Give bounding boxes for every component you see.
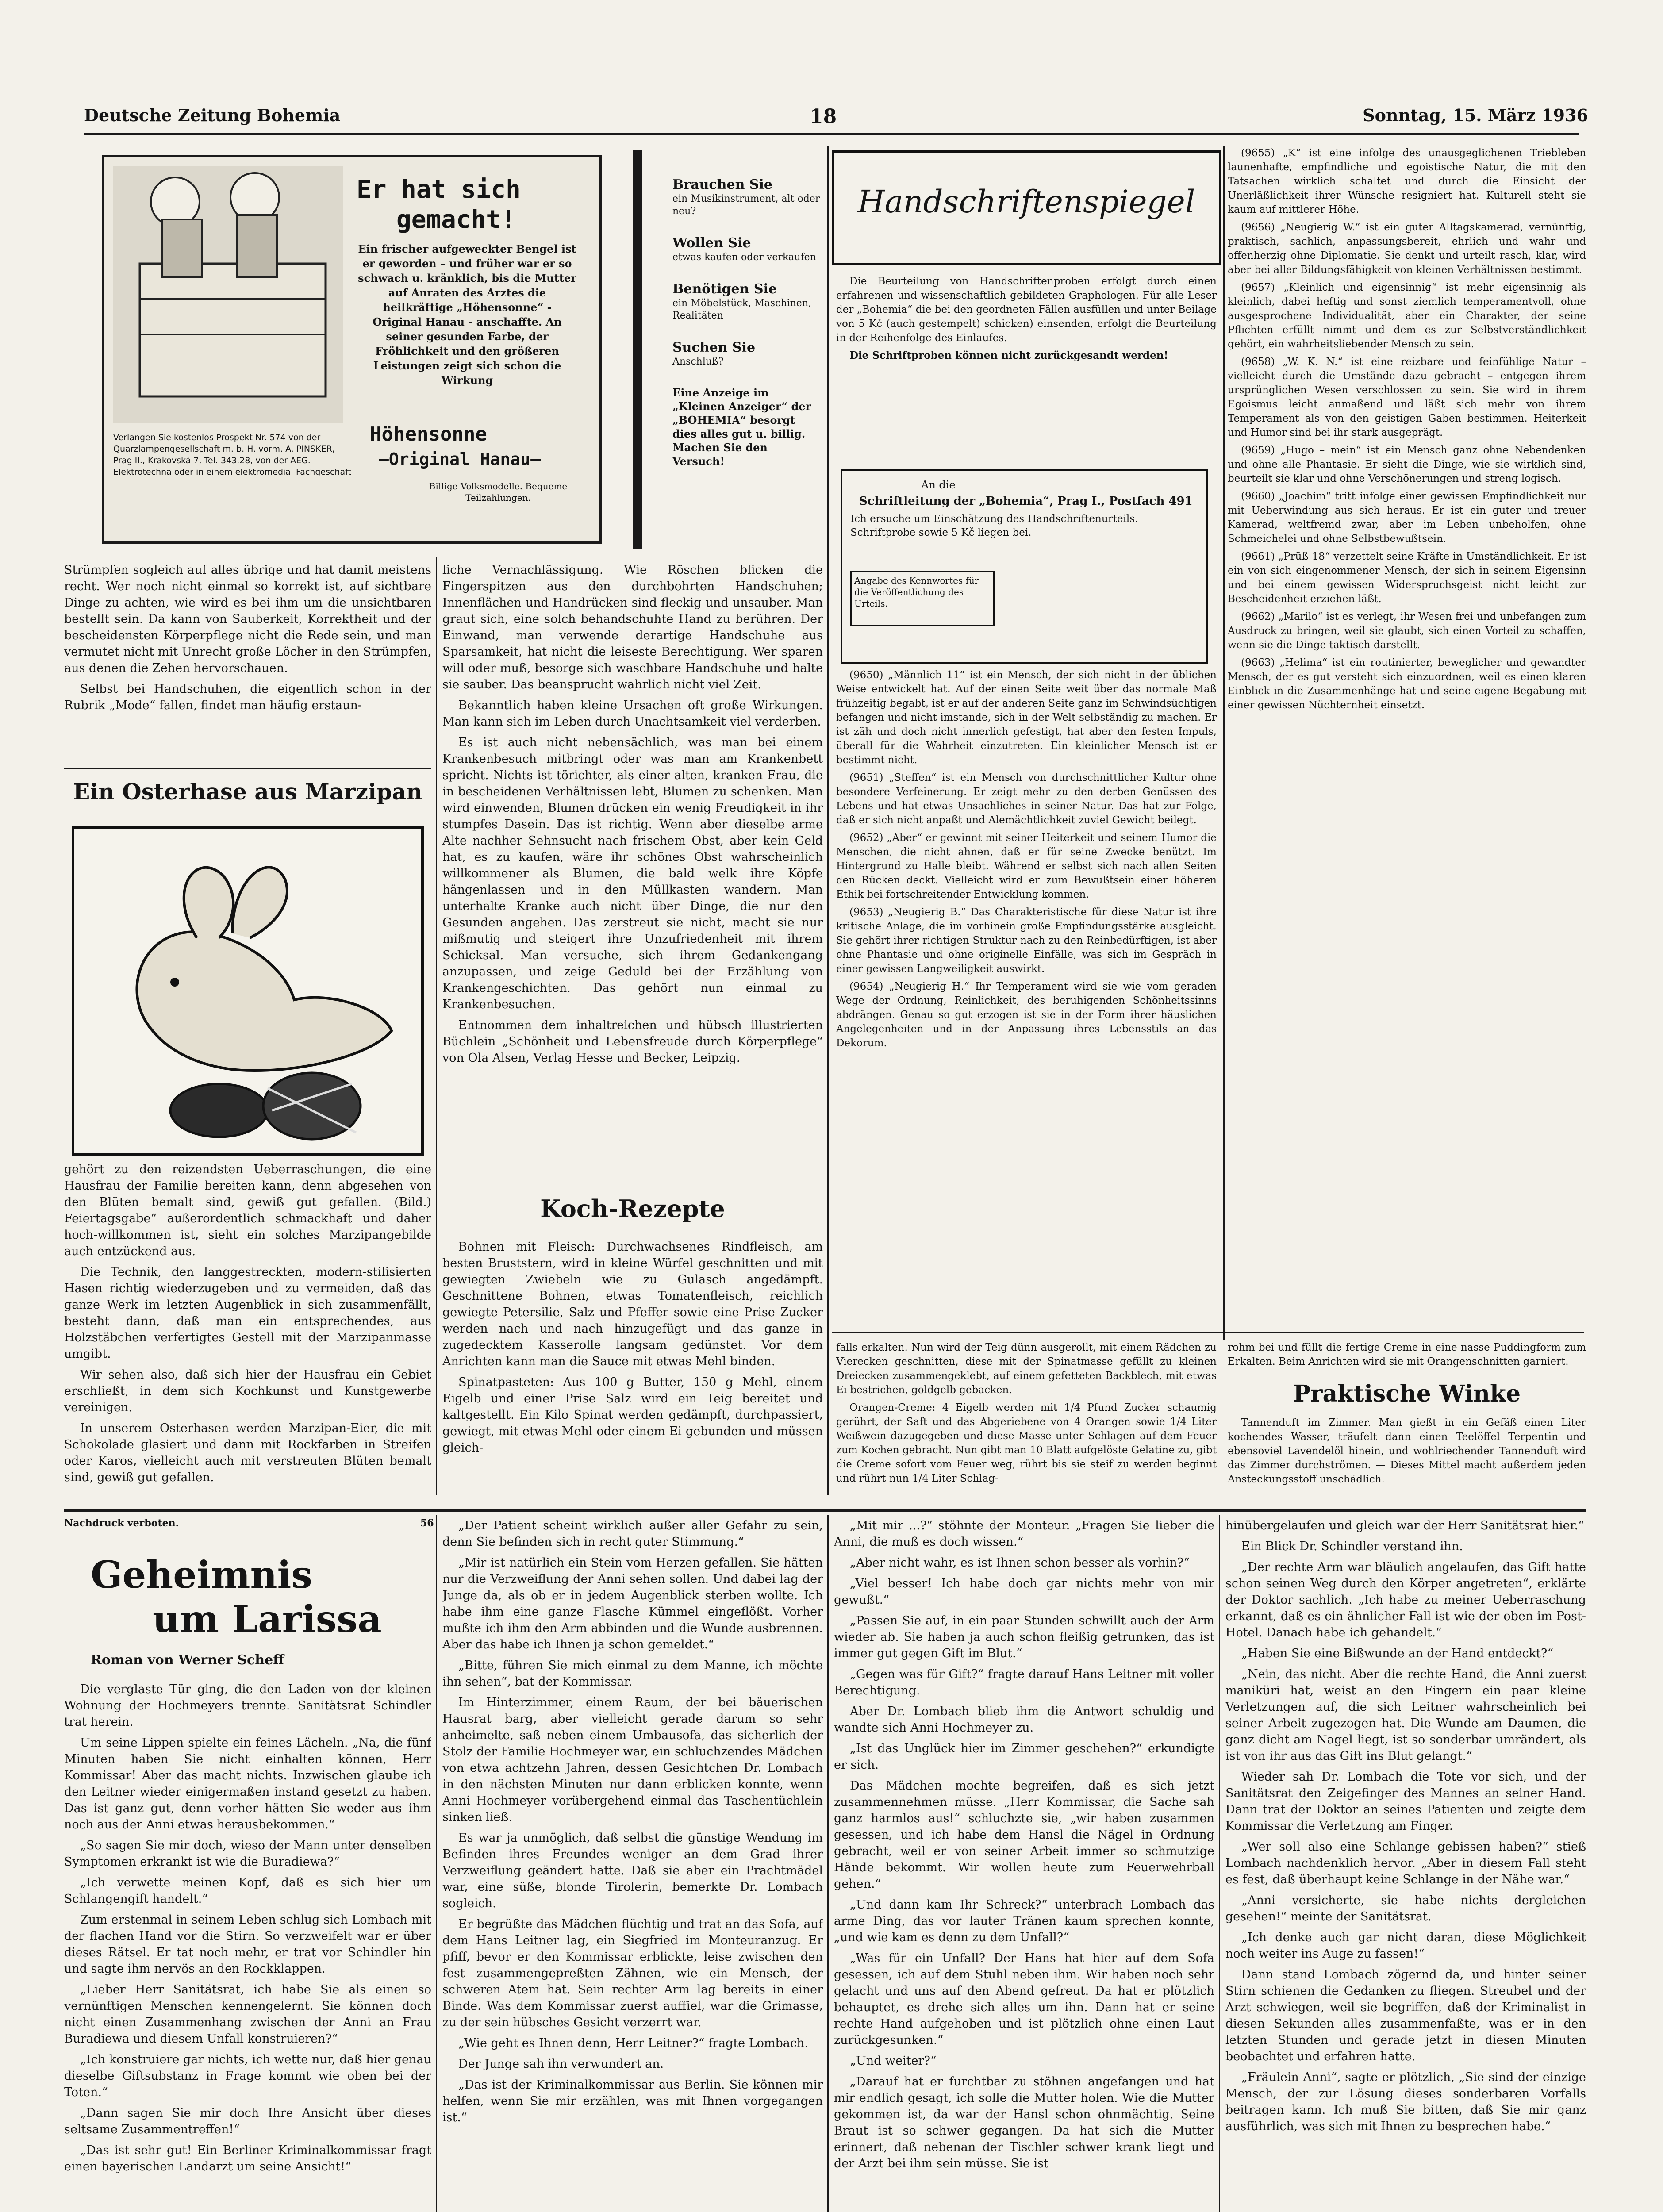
roman-title-2: um Larissa xyxy=(153,1597,382,1641)
classified-bar-left xyxy=(633,150,642,549)
roman-title-1: Geheimnis xyxy=(91,1553,312,1597)
roman-col3: „Mit mir ...?“ stöhnte der Monteur. „Fragen Sie lieber die Anni, die muß es doch wissen.“ „Aber nicht wahr, es ist Ihnen schon besser als vorhin?“ „Viel besser! Ich habe doch gar nichts mehr von mir gewußt.“ „Passen Sie auf, in ein paar Stunden schwillt auch der Arm wieder ab. Sie haben ja auch schon fleißig getrunken, das ist immer gut gegen Gift im Blut.“ „Gegen was für Gift?“ fragte darauf Hans Leitner mit voller Berechtigung. Aber Dr. Lombach blieb ihm die Antwort schuldig und wandte sich Anni Hochmeyer zu. „Ist das Unglück hier im Zimmer geschehen?“ erkundigte er sich. Das Mädchen mochte begreifen, daß es sich jetzt zusammennehmen müsse. „Herr Kommissar, die Sache sah ganz harmlos aus!“ schluchzte sie, „wir haben zusammen gesessen, und ich habe dem Hansl die Nägel in Ordnung gebracht, weil er von seiner Arbeit immer so schmutzige Hände bekommt. Wir wollen heute zum Feuerwehrball gehen.“ „Und dann kam Ihr Schreck?“ unterbrach Lombach das arme Ding, das vor lauter Tränen kaum sprechen konnte, „und wie kam es denn zu dem Unfall?“ „Was für ein Unfall? Der Hans hat hier auf dem Sofa gesessen, ich auf dem Stuhl neben ihm. Wir haben noch sehr gelacht und uns auf den Abend gefreut. Da hat er plötzlich behauptet, es drehe sich alles um ihn. Dann hat er seine rechte Hand aufgehoben und ist plötzlich ohne einen Laut zurückgesunken.“ „Und weiter?“ „Darauf hat er furchtbar zu stöhnen angefangen und hat mir endlich gesagt, ich solle die Mutter holen. Wie die Mutter gekommen ist, da war der Hansl schon ohnmächtig. Seine Braut ist so schwer gegangen. Da hat sich die Mutter erinnert, daß nebenan der Tischler schwer krank liegt und der Arzt bei ihm sein müsse. Sie ist xyxy=(834,1519,1214,2170)
column-rule xyxy=(1223,146,1225,1340)
kennwort-field[interactable]: Angabe des Kennwortes für die Veröffentlichung des Urteils. xyxy=(850,571,995,626)
column-rule xyxy=(827,1515,829,2212)
classified-item: Brauchen Sie ein Musikinstrument, alt oder neu? xyxy=(672,177,820,217)
handschrift-entry: (9651) „Steffen“ ist ein Mensch von durchschnittlicher Kultur ohne besondere Verfeinerung. Er zeigt mehr zu den derben Genüssen des Lebens und hat etwas Unsachliches in seiner Natur. Das hat zur Folge, daß er sich nicht anpaßt und Alemächtlichkeit zuviel Gewicht beilegt. xyxy=(836,772,1217,826)
marzipan-hare-illustration xyxy=(64,823,431,1159)
ad-footer: Verlangen Sie kostenlos Prospekt Nr. 574 von der Quarzlampengesellschaft m. b. H. vorm. A. PINSKER, Prag II., Krakovská 7, Tel. 343.28, von der AEG. Elektrotechna oder in einem elektromedia. Fachgeschäft xyxy=(113,433,351,477)
classified-closing: Eine Anzeige im „Kleinen Anzeiger“ der „BOHEMIA“ besorgt dies alles gut u. billig. Machen Sie den Versuch! xyxy=(672,386,811,468)
nachdruck-note: Nachdruck verboten. xyxy=(64,1517,179,1529)
handschrift-entry: (9658) „W. K. N.“ ist eine reizbare und feinfühlige Natur – vielleicht durch die Umstände dazu gebracht – entgegen ihrem ursprünglichen Wesen verschlossen zu sein. Sie wird in ihrem Egoismus leicht anmaßend und läßt sich mehr von ihrem Temperament als von den geistigen Gaben bestimmen. Heiterkeit und Humor sind bei ihr stark ausgeprägt. xyxy=(1228,356,1586,438)
column-rule xyxy=(827,146,829,1495)
roman-col1: Die verglaste Tür ging, die den Laden von der kleinen Wohnung der Hochmeyers trennte. Sanitätsrat Schindler trat herein. Um seine Lippen spielte ein feines Lächeln. „Na, die fünf Minuten haben Sie nicht einhalten können, Herr Kommissar! Aber das macht nichts. Inzwischen glaube ich den Leitner wieder einigermaßen instand gesetzt zu haben. Das ist ganz gut, denn vorher hätten Sie weder aus ihm noch aus der Anni etwas herausbekommen.“ „So sagen Sie mir doch, wieso der Mann unter denselben Symptomen erkrankt ist wie die Buradiewa?“ „Ich verwette meinen Kopf, daß es sich hier um Schlangengift handelt.“ Zum erstenmal in seinem Leben schlug sich Lombach mit der flachen Hand vor die Stirn. So verzweifelt war er über dieses Rätsel. Er tat noch mehr, er trat vor Schindler hin und sagte ihm nervös an den Rockklappen. „Lieber Herr Sanitätsrat, ich habe Sie als einen so vernünftigen Menschen kennengelernt. Sie können doch nicht einen Zusammenhang zwischen der Anni an Frau Buradiewa und diesem Unfall konstruieren?“ „Ich konstruiere gar nichts, ich wette nur, daß hier genau dieselbe Giftsubstanz in Frage kommt wie oben bei der Toten.“ „Dann sagen Sie mir doch Ihre Ansicht über dieses seltsame Zusammentreffen!“ „Das ist sehr gut! Ein Berliner Kriminalkommissar fragt einen bayerischen Landarzt um seine Ansicht!“ xyxy=(64,1682,431,2174)
handschrift-entry: (9661) „Prüß 18“ verzettelt seine Kräfte in Umständlichkeit. Er ist ein von sich eingenommener Mensch, der sich in seinem Eigensinn und bei einem gewissen Widerspruchsgeist nicht leicht zur Bescheidenheit erziehen läßt. xyxy=(1228,551,1586,605)
article-col2-top: liche Vernachlässigung. Wie Röschen blicken die Fingerspitzen aus den durchbohrten Handschuhen; Innenflächen und Handrücken sind fleckig und unsauber. Man graut sich, eine solch behandschuhte Hand zu berühren. Der Einwand, man verwende derartige Handschuhe aus Sparsamkeit, hat nicht die leiseste Berechtigung. Wer sparen will oder muß, besorge sich waschbare Handschuhe und halte sie sauber. Das beansprucht wahrlich nicht viel Zeit. Bekanntlich haben kleine Ursachen oft große Wirkungen. Man kann sich im Leben durch Unachtsamkeit viel verderben. Es ist auch nicht nebensächlich, was man bei einem Krankenbesuch mitbringt oder was man am Krankenbett spricht. Nichts ist törichter, als einer alten, kranken Frau, die in bescheidenen Verhältnissen lebt, Blumen zu schenken. Man wird einwenden, Blumen drücken ein wenig Freudigkeit in ihr stumpfes Dasein. Das ist richtig. Wenn aber dieselbe arme Alte nachher Sehnsucht nach frischem Obst, aber kein Geld hat, es zu kaufen, wäre ihr schönes Obst wahrscheinlich willkommener als Blumen, die bald welk ihre Köpfe hängenlassen und in den Müllkasten wandern. Man unterhalte Kranke auch nicht über Dinge, die nur den Gesunden angehen. Das zerstreut sie nicht, macht sie nur mißmutig und steigert ihre Unzufriedenheit mit ihrem Schicksal. Man versuche, sich ihrem Gedankengang anzupassen, und zeige Geduld bei der Erzählung von Krankengeschichten. Das gehört nun einmal zu Krankenbesuchen. Entnommen dem inhaltreichen und hübsch illustrierten Büchlein „Schönheit und Lebensfreude durch Körperpflege“ von Ola Alsen, Verlag Hesse und Becker, Leipzig. xyxy=(442,563,823,1065)
handschrift-entry: (9655) „K“ ist eine infolge des unausgeglichenen Triebleben launenhafte, empfindliche und egoistische Natur, die mit den Tatsachen wirklich schaltet und durch die Einsicht der Unerläßlichkeit ihrer Wünsche resigniert hat. Kulturell steht sie kaum auf mittlerer Höhe. xyxy=(1228,147,1586,215)
classified-item: Benötigen Sie ein Möbelstück, Maschinen, Realitäten xyxy=(672,281,811,321)
running-header xyxy=(84,105,1588,132)
handschrift-entry: (9656) „Neugierig W.“ ist ein guter Alltagskamerad, vernünftig, praktisch, sachlich, anpassungsbereit, ehrlich und wahr und offenherzig ohne Diplomatie. Sie denkt und urteilt rasch, klar, wird aber bei aller Bildungsfähigkeit von kleinen Verhältnissen bestimmt. xyxy=(1228,222,1586,276)
ad-terms: Billige Volksmodelle. Bequeme Teilzahlungen. xyxy=(429,481,568,503)
header-rule xyxy=(84,133,1579,135)
roman-byline: Roman von Werner Scheff xyxy=(91,1652,284,1668)
roman-col4: hinübergelaufen und gleich war der Herr Sanitätsrat hier.“ Ein Blick Dr. Schindler verstand ihn. „Der rechte Arm war bläulich angelaufen, das Gift hatte schon seinen Weg durch den Körper angetreten“, erklärte der Doktor sachlich. „Ich habe zu meiner Ueberraschung erkannt, daß es ein ähnlicher Fall ist wie der oben im Post-Hotel. Danach habe ich gehandelt.“ „Haben Sie eine Bißwunde an der Hand entdeckt?“ „Nein, das nicht. Aber die rechte Hand, die Anni zuerst maniküri hat, weist an den Fingern ein paar kleine Verletzungen auf, die sich Leitner wahrscheinlich bei seiner Arbeit zugezogen hat. Die Wunde am Daumen, die ganz dicht am Nagel liegt, ist so sonderbar umrändert, als ist von ihr aus das Gift ins Blut gelangt.“ Wieder sah Dr. Lombach die Tote vor sich, und der Sanitätsrat den Zeigefinger des Mannes an seiner Hand. Dann trat der Doktor an seines Patienten und zeigte dem Kommissar die Verletzung am Finger. „Wer soll also eine Schlange gebissen haben?“ stieß Lombach nachdenklich hervor. „Aber in diesem Fall steht es fest, daß überhaupt keine Schlange in der Nähe war.“ „Anni versicherte, sie habe nichts dergleichen gesehen!“ meinte der Sanitätsrat. „Ich denke auch gar nicht daran, diese Möglichkeit noch weiter ins Auge zu fassen!“ Dann stand Lombach zögernd da, und hinter seiner Stirn schienen die Gedanken zu fliegen. Streubel und der Arzt schwiegen, weil sie begriffen, daß der Kriminalist in diesen Sekunden alles zusammenfaßte, was er in den letzten Stunden und gerade jetzt in diesen Minuten beobachtet und erfahren hatte. „Fräulein Anni“, sagte er plötzlich, „Sie sind der einzige Mensch, der zur Lösung dieses sonderbaren Vorfalls beitragen kann. Ich muß Sie bitten, daß Sie mir ganz ausführlich, was sich mit Ihnen zu besprechen habe.“ xyxy=(1225,1519,1586,2133)
roman-installment: 56 xyxy=(420,1517,434,1529)
article-col1-top: Strümpfen sogleich auf alles übrige und hat damit meistens recht. Wer noch nicht einmal so korrekt ist, auf sichtbare Dinge zu achten, wie wird es bei ihm um die unsichtbaren bestellt sein. Da kann von Sauberkeit, Korrektheit und der bescheidensten Körperpflege nicht die Rede sein, und man vermutet nicht mit Unrecht große Löcher in den Strümpfen, aus denen die Zehen hervorschauen. Selbst bei Handschuhen, die eigentlich schon in der Rubrik „Mode“ fallen, findet man häufig erstaun- xyxy=(64,563,431,712)
kochrezepte-title: Koch-Rezepte xyxy=(540,1194,725,1223)
issue-date: Sonntag, 15. März 1936 xyxy=(1363,105,1588,125)
handschrift-entry: (9653) „Neugierig B.“ Das Charakteristische für diese Natur ist ihre kritische Anlage, die im vorhinein große Empfindungsstärke ausgleicht. Sie gehört ihrer richtigen Struktur nach zu den Reinbedürftigen, ist aber ohne Phantasie und ohne originelle Einfälle, was sich im Gespräch in einer gewissen Langweiligkeit auswirkt. xyxy=(836,906,1217,975)
handschrift-title-box xyxy=(832,150,1221,265)
handschrift-entry: (9660) „Joachim“ tritt infolge einer gewissen Empfindlichkeit nur mit Ueberwindung aus sich heraus. Er ist ein guter und treuer Kamerad, weltfremd zwar, aber im Leben unbeholfen, ohne Schmeichelei und ohne Selbstbewußtsein. xyxy=(1228,491,1586,545)
orangen-creme-end: rohm bei und füllt die fertige Creme in eine nasse Puddingform zum Erkalten. Beim Anrichten wird sie mit Orangenschnitten garniert. xyxy=(1228,1342,1586,1367)
column-rule xyxy=(436,1515,437,2212)
recipe-continuation: falls erkalten. Nun wird der Teig dünn ausgerollt, mit einem Rädchen zu Vierecken geschnitten, diese mit der Spinatmasse gefüllt zu kleinen Dreiecken zusammengeklebt, auf einem gefetteten Backblech, mit etwas Ei bestrichen, goldgelb gebacken. Orangen-Creme: 4 Eigelb werden mit 1/4 Pfund Zucker schaumig gerührt, der Saft und das Abgeriebene von 4 Orangen sowie 1/4 Liter Weißwein dazugegeben und diese Masse unter Schlagen auf dem Feuer zum Kochen gebracht. Nun gibt man 10 Blatt aufgelöste Gelatine zu, gibt die Creme sofort vom Feuer weg, rührt bis sie steif zu werden beginnt und rührt nun 1/4 Liter Schlag- xyxy=(836,1342,1217,1484)
handschrift-entry: (9663) „Helima“ ist ein routinierter, beweglicher und gewandter Mensch, der es gut versteht sich einzuordnen, weil es einen klaren Einblick in die Zusammenhänge hat und seine eigene Begabung mit einer gewissen Nüchternheit einsetzt. xyxy=(1228,657,1586,711)
kochrezepte-body: Bohnen mit Fleisch: Durchwachsenes Rindfleisch, am besten Bruststern, wird in kleine Würfel geschnitten und mit gewiegten Zwiebeln wie zu Gulasch angedämpft. Geschnittene Bohnen, etwas Tomatenfleisch, reichlich gewiegte Petersilie, Salz und Pfeffer sowie eine Prise Zucker werden nach und nach hinzugefügt und das ganze in zugedecktem Kasserolle langsam gedünstet. Vor dem Anrichten kann man die Sauce mit etwas Mehl binden. Spinatpasteten: Aus 100 g Butter, 150 g Mehl, einem Eigelb und einer Prise Salz wird ein Teig bereitet und kaltgestellt. Ein Kilo Spinat werden gedämpft, durchpassiert, gewiegt, mit etwas Mehl oder einem Ei gebunden und müssen gleich- xyxy=(442,1240,823,1455)
roman-top-rule xyxy=(64,1509,1586,1512)
handschrift-entry: (9662) „Marilo“ ist es verlegt, ihr Wesen frei und unbefangen zum Ausdruck zu bringen, weil sie glaubt, sich einen Vorteil zu schaffen, wenn sie die Dinge taktisch darstellt. xyxy=(1228,611,1586,651)
handschrift-entries-col2 xyxy=(1228,146,1586,1318)
handschrift-entry: (9652) „Aber“ er gewinnt mit seiner Heiterkeit und seinem Humor die Menschen, die nicht ahnen, daß er für seine Zwecke benützt. Im Hintergrund zu Halle bleibt. Während er selbst sich nach allen Seiten den Rücken deckt. Vielleicht wird er zum Bewußtsein einer höheren Ethik bei fortschreitender Entwicklung kommen. xyxy=(836,832,1217,900)
handschrift-entries-col1 xyxy=(836,668,1217,1327)
handschrift-intro: Die Beurteilung von Handschriftenproben erfolgt durch einen erfahrenen und wissenschaftlich gebildeten Graphologen. Für alle Leser der „Bohemia“ die bei den geordneten Fällen ausfüllen und unter Beilage von 5 Kč (auch gestempelt) schicken) einsenden, erfolgt die Beurteilung in der Reihenfolge des Einlaufes. Die Schriftproben können nicht zurückgesandt werden! xyxy=(836,276,1217,361)
ad-body: Ein frischer aufgeweckter Bengel ist er geworden – und früher war er so schwach u. kränklich, bis die Mutter auf Anraten des Arztes die heilkräftige „Höhensonne“ - Original Hanau - anschaffte. An seiner gesunden Farbe, der Fröhlichkeit und den größeren Leistungen zeigt sich schon die Wirkung xyxy=(358,242,576,387)
praktische-winke-title: Praktische Winke xyxy=(1293,1380,1521,1407)
handschrift-entry: (9650) „Männlich 11“ ist ein Mensch, der sich nicht in der üblichen Weise entwickelt hat. Auf der einen Seite weit über das normale Maß frühzeitig begabt, ist er auf der anderen Seite ganz im Schwindsüchtigen befangen und nicht imstande, sich in der Welt selbständig zu machen. Er ist zäh und doch nicht innerlich gefestigt, hat aber den festen Impuls, überall für die Wahrheit einzutreten. Ein kleinlicher Mensch ist er bestimmt nicht. xyxy=(836,669,1217,766)
paper-name: Deutsche Zeitung Bohemia xyxy=(84,105,341,125)
handschrift-entry: (9659) „Hugo – mein“ ist ein Mensch ganz ohne Nebendenken und ohne alle Phantasie. Er sieht die Dinge, wie sie wirklich sind, beurteilt sie klar und ohne Verschönerungen und streng logisch. xyxy=(1228,445,1586,484)
hoehensonne-ad xyxy=(102,155,602,544)
section-rule xyxy=(64,768,431,769)
classified-item: Suchen Sie Anschluß? xyxy=(672,340,756,367)
ad-brand: Höhensonne xyxy=(370,423,487,445)
page-number: 18 xyxy=(810,105,837,128)
classified-item: Wollen Sie etwas kaufen oder verkaufen xyxy=(672,235,816,263)
column-rule xyxy=(1219,1515,1220,2212)
column-rule xyxy=(436,557,437,1495)
classified-ad xyxy=(672,177,823,540)
handschrift-title: Handschriftenspiegel xyxy=(857,184,1195,220)
handschrift-entry: (9654) „Neugierig H.“ Ihr Temperament wird sie wie vom geraden Wege der Ordnung, Reinlichkeit, des beruhigenden Schönheitssinns abdrängen. Genau so gut erzogen ist sie in der Form ihrer häuslichen Angelegenheiten und in der Anpassung ihres Lebensstils an das Dekorum. xyxy=(836,981,1217,1049)
ad-brand-2: –Original Hanau– xyxy=(379,449,541,469)
child-illustration xyxy=(113,166,343,423)
praktische-winke-body: Tannenduft im Zimmer. Man gießt in ein Gefäß einen Liter kochendes Wasser, träufelt dann einen Teelöffel Terpentin und ebensoviel Lavendelöl hinein, und wohlriechender Tannenduft wird das Zimmer durchströmen. — Dieses Mittel macht außerdem jeden Ansteckungsstoff unschädlich. xyxy=(1228,1417,1586,1485)
ad-headline-2: gemacht! xyxy=(396,205,516,234)
roman-col2: „Der Patient scheint wirklich außer aller Gefahr zu sein, denn Sie befinden sich in recht guter Stimmung.“ „Mir ist natürlich ein Stein vom Herzen gefallen. Sie hätten nur die Verzweiflung der Anni sehen sollen. Und dabei lag der Junge da, als ob er in jedem Augenblick sterben wollte. Ich habe ihm eine ganze Flasche Kümmel eingeflößt. Vorher mußte ich ihm den Arm abbinden und die Wunde ausbrennen. Aber das habe ich Ihnen ja schon gemeldet.“ „Bitte, führen Sie mich einmal zu dem Manne, ich möchte ihn sehen“, bat der Kommissar. Im Hinterzimmer, einem Raum, der bei bäuerischen Hausrat barg, aber vielleicht gerade darum so sehr anheimelte, saß neben einem Umbausofa, das sicherlich der Stolz der Familie Hochmeyer war, ein schluchzendes Mädchen von etwa achtzehn Jahren, dessen Gesichtchen Dr. Lombach in den nächsten Minuten nur dann erblicken konnte, wenn Anni Hochmeyer vorübergehend einmal das Taschentüchlein sinken ließ. Es war ja unmöglich, daß selbst die günstige Wendung im Befinden ihres Freundes weniger an dem Grad ihrer Verzweiflung geändert hatte. Daß sie aber ein Prachtmädel war, eine süße, blonde Tirolerin, bemerkte Dr. Lombach sogleich. Er begrüßte das Mädchen flüchtig und trat an das Sofa, auf dem Hans Leitner lag, ein Siegfried im Monteuranzug. Er pfiff, bevor er den Kommissar erblickte, leise zwischen den fest zusammengepreßten Zähnen, wie ein Mensch, der schweren Atem hat. Sein rechter Arm lag bereits in einer Binde. Was dem Kommissar zuerst auffiel, war die Grimasse, zu der sein hübsches Gesicht verzerrt war. „Wie geht es Ihnen denn, Herr Leitner?“ fragte Lombach. Der Junge sah ihn verwundert an. „Das ist der Kriminalkommissar aus Berlin. Sie können mir helfen, wenn Sie mir erzählen, was mit Ihnen vorgegangen ist.“ xyxy=(442,1519,823,2124)
order-form: An die Schriftleitung der „Bohemia“, Prag I., Postfach 491 Ich ersuche um Einschätzung des Handschriftenurteils. Schriftprobe sowie 5 Kč liegen bei. Angabe des Kennwortes für die Veröffentlichung des Urteils. xyxy=(841,469,1208,664)
section-rule xyxy=(832,1332,1584,1333)
handschrift-entry: (9657) „Kleinlich und eigensinnig“ ist mehr eigensinnig als kleinlich, dabei heftig und sonst ziemlich temperamentvoll, ohne ausgesprochene Individualität, aber ein Charakter, der seine Pflichten erfüllt nimmt und dem es zur Selbstverständlichkeit gehört, ein wahrheitsliebender Mensch zu sein. xyxy=(1228,282,1586,350)
osterhase-body: gehört zu den reizendsten Ueberraschungen, die eine Hausfrau der Familie bereiten kann, denn abgesehen von den Blüten bemalt sind, gewiß gut gefallen. (Bild.) Feiertagsgabe“ außerordentlich schmackhaft und daher hoch-willkommen ist, sieht ein solches Marzipangebilde auch entzückend aus. Die Technik, den langgestreckten, modern-stilisierten Hasen richtig wiederzugeben und zu vermeiden, daß das ganze Werk im letzten Augenblick in sich zusammenfällt, besteht dann, daß man ein entsprechendes, aus Holzstäbchen verfertigtes Gestell mit der Marzipanmasse umgibt. Wir sehen also, daß sich hier der Hausfrau ein Gebiet erschließt, in dem sich Kochkunst und Kunstgewerbe vereinigen. In unserem Osterhasen werden Marzipan-Eier, die mit Schokolade glasiert und dann mit Rockfarben in Streifen oder Karos, vielleicht auch mit verstreuten Blüten bemalt sind, gewiß gut gefallen. xyxy=(64,1163,431,1484)
ad-headline-1: Er hat sich xyxy=(357,175,521,204)
osterhase-title: Ein Osterhase aus Marzipan xyxy=(73,779,422,805)
